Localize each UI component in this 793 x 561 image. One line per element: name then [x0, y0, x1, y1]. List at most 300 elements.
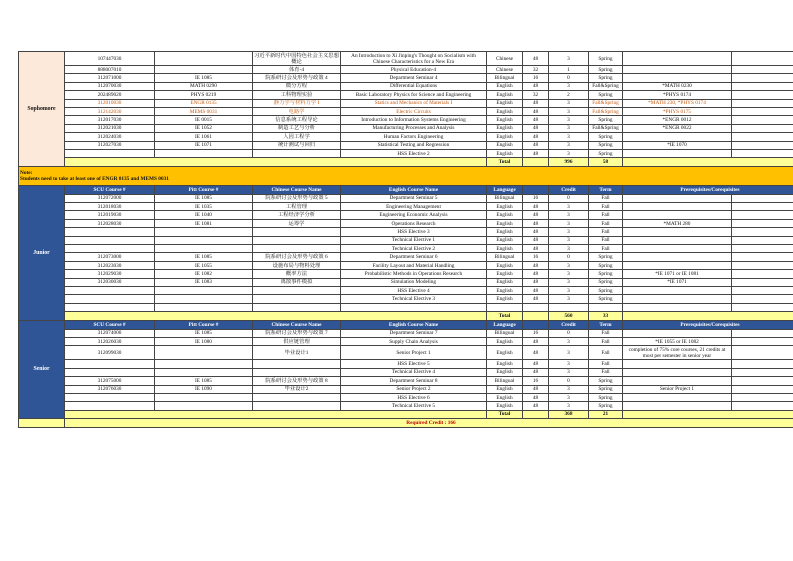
- pitt-course-number: IE 1080: [155, 337, 253, 345]
- course-row: [19, 270, 793, 278]
- course-row: [19, 219, 793, 227]
- course-row: [19, 368, 793, 376]
- hours: 48: [523, 219, 549, 227]
- prerequisites: [623, 261, 732, 269]
- chinese-course-name: [253, 393, 341, 401]
- hours: 48: [523, 236, 549, 244]
- hours: 48: [523, 393, 549, 401]
- language: English: [487, 149, 523, 157]
- prerequisites: [623, 236, 732, 244]
- note-title: Note:: [20, 169, 33, 176]
- language: English: [487, 228, 523, 236]
- course-row: [19, 74, 793, 82]
- note-row: [19, 166, 793, 185]
- chinese-course-name: 离散事件模拟: [253, 278, 341, 286]
- term: Spring: [589, 385, 623, 393]
- language: Bilingual: [487, 74, 523, 82]
- course-row: [19, 141, 793, 149]
- language: English: [487, 203, 523, 211]
- term: Spring: [589, 141, 623, 149]
- english-course-name: Technical Elective 1: [341, 236, 487, 244]
- language: English: [487, 211, 523, 219]
- prerequisites: *IE 1070: [623, 141, 732, 149]
- term: Fall: [589, 245, 623, 253]
- scu-course-number: [65, 295, 155, 303]
- prerequisites: *PHYS 0174: [623, 91, 732, 99]
- prerequisites: *IE 1071: [623, 278, 732, 286]
- hours: [523, 303, 549, 311]
- english-course-name: Senior Project 2: [341, 385, 487, 393]
- hours: 48: [523, 149, 549, 157]
- credit: 3: [549, 116, 589, 124]
- chinese-course-name: 工科物理实验: [253, 91, 341, 99]
- header-scu: SCU Course #: [65, 320, 155, 329]
- scu-course-number: 312024030: [65, 133, 155, 141]
- credit: 3: [549, 141, 589, 149]
- prerequisites: [623, 203, 732, 211]
- credit: 0: [549, 377, 589, 385]
- scu-course-number: 312076030: [65, 385, 155, 393]
- pitt-course-number: ENGR 0135: [155, 99, 253, 107]
- scu-course-number: [65, 368, 155, 376]
- total-spacer: [65, 158, 487, 166]
- hours: 48: [523, 337, 549, 345]
- course-row: [19, 236, 793, 244]
- spare-cell: [732, 194, 793, 202]
- language: English: [487, 91, 523, 99]
- curriculum-body: [19, 52, 793, 428]
- prerequisites: [623, 360, 732, 368]
- term: Spring: [589, 270, 623, 278]
- spare-cell: [732, 52, 793, 66]
- total-hours: 996: [549, 158, 589, 166]
- language: English: [487, 236, 523, 244]
- pitt-course-number: IE 1085: [155, 253, 253, 261]
- scu-course-number: 312010030: [65, 99, 155, 107]
- term: Fall: [589, 194, 623, 202]
- pitt-course-number: [155, 346, 253, 360]
- header-term: Term: [589, 320, 623, 329]
- hours: 16: [523, 377, 549, 385]
- prerequisites: [623, 194, 732, 202]
- hours: 48: [523, 228, 549, 236]
- hours: 48: [523, 133, 549, 141]
- language: English: [487, 133, 523, 141]
- course-row: [19, 194, 793, 202]
- header-prereq: Prerequisites/Corequisites: [623, 185, 793, 194]
- spare-cell: [732, 346, 793, 360]
- pitt-course-number: [155, 228, 253, 236]
- pitt-course-number: IE 0015: [155, 116, 253, 124]
- scu-course-number: [65, 286, 155, 294]
- english-course-name: Introduction to Information Systems Engineering: [341, 116, 487, 124]
- hours: 16: [523, 329, 549, 337]
- term: Fall: [589, 337, 623, 345]
- chinese-course-name: 微分方程: [253, 82, 341, 90]
- pitt-course-number: [155, 149, 253, 157]
- credit: 3: [549, 99, 589, 107]
- header-term: Term: [589, 185, 623, 194]
- term: Fall: [589, 368, 623, 376]
- course-row: [19, 203, 793, 211]
- prerequisites: *IE 1071 or IE 1081: [623, 270, 732, 278]
- total-credit: 33: [589, 312, 623, 320]
- language: English: [487, 278, 523, 286]
- pitt-course-number: [155, 303, 253, 311]
- course-row: [19, 278, 793, 286]
- language: English: [487, 107, 523, 115]
- prerequisites: [623, 393, 732, 401]
- scu-course-number: [65, 245, 155, 253]
- total-spacer: [523, 410, 549, 418]
- language: English: [487, 261, 523, 269]
- credit: 3: [549, 149, 589, 157]
- header-pitt: Pitt Course #: [155, 185, 253, 194]
- term: Fall: [589, 329, 623, 337]
- language: English: [487, 141, 523, 149]
- language: English: [487, 393, 523, 401]
- course-row: [19, 116, 793, 124]
- total-spacer: [623, 158, 793, 166]
- prerequisites: [623, 329, 732, 337]
- total-row: [19, 312, 793, 320]
- language: Bilingual: [487, 329, 523, 337]
- prerequisites: [623, 211, 732, 219]
- scu-course-number: 312027030: [65, 141, 155, 149]
- term: Spring: [589, 278, 623, 286]
- language: English: [487, 385, 523, 393]
- scu-course-number: 312029030: [65, 270, 155, 278]
- scu-course-number: [65, 360, 155, 368]
- required-spacer: [19, 419, 65, 428]
- spare-cell: [732, 149, 793, 157]
- hours: 48: [523, 245, 549, 253]
- english-course-name: Simulation Modeling: [341, 278, 487, 286]
- spare-cell: [732, 278, 793, 286]
- language: English: [487, 124, 523, 132]
- scu-course-number: [65, 236, 155, 244]
- note-cell: [19, 166, 793, 185]
- spare-cell: [732, 337, 793, 345]
- total-spacer: [65, 410, 487, 418]
- pitt-course-number: [155, 286, 253, 294]
- spare-cell: [732, 368, 793, 376]
- total-spacer: [523, 158, 549, 166]
- english-course-name: An Introduction to Xi Jinping's Thought on Socialism with Chinese Characteristics for a New Era: [341, 52, 487, 66]
- hours: 48: [523, 211, 549, 219]
- english-course-name: Department Seminar 6: [341, 253, 487, 261]
- scu-course-number: 312017030: [65, 116, 155, 124]
- pitt-course-number: PHYS 0219: [155, 91, 253, 99]
- spare-cell: [732, 402, 793, 410]
- course-row: [19, 52, 793, 66]
- prerequisites: *IE 1055 or IE 1082: [623, 337, 732, 345]
- section-label: Sophomore: [19, 52, 65, 167]
- spare-cell: [732, 385, 793, 393]
- course-row: [19, 91, 793, 99]
- english-course-name: Facility Layout and Material Handling: [341, 261, 487, 269]
- term: [589, 303, 623, 311]
- scu-course-number: 888007010: [65, 66, 155, 74]
- credit: 3: [549, 124, 589, 132]
- scu-course-number: [65, 303, 155, 311]
- term: Fall: [589, 203, 623, 211]
- scu-course-number: 312018030: [65, 203, 155, 211]
- pitt-course-number: [155, 66, 253, 74]
- hours: 48: [523, 278, 549, 286]
- pitt-course-number: IE 1061: [155, 133, 253, 141]
- language: English: [487, 99, 523, 107]
- spare-cell: [732, 116, 793, 124]
- course-row: [19, 245, 793, 253]
- prerequisites: completion of 75% core courses, 21 credits at most per semester in senior year: [623, 346, 732, 360]
- scu-course-number: [65, 228, 155, 236]
- prerequisites: *ENGR 0022: [623, 124, 732, 132]
- english-course-name: Technical Elective 4: [341, 368, 487, 376]
- scu-course-number: 312026030: [65, 337, 155, 345]
- pitt-course-number: IE 1040: [155, 211, 253, 219]
- scu-course-number: [65, 149, 155, 157]
- english-course-name: Engineering Economic Analysis: [341, 211, 487, 219]
- hours: 48: [523, 261, 549, 269]
- spare-cell: [732, 295, 793, 303]
- english-course-name: Manufacturing Processes and Analysis: [341, 124, 487, 132]
- pitt-course-number: [155, 402, 253, 410]
- chinese-course-name: 毕业设计2: [253, 385, 341, 393]
- header-english: English Course Name: [341, 185, 487, 194]
- spare-cell: [732, 236, 793, 244]
- chinese-course-name: 院系研讨会及形势与政策 7: [253, 329, 341, 337]
- term: Fall&Spring: [589, 107, 623, 115]
- spare-cell: [732, 270, 793, 278]
- hours: 48: [523, 52, 549, 66]
- term: Spring: [589, 402, 623, 410]
- hours: 48: [523, 368, 549, 376]
- pitt-course-number: IE 1071: [155, 141, 253, 149]
- prerequisites: [623, 52, 732, 66]
- scu-course-number: 312030030: [65, 278, 155, 286]
- chinese-course-name: 统计测试与回归: [253, 141, 341, 149]
- course-row: [19, 393, 793, 401]
- english-course-name: Supply Chain Analysis: [341, 337, 487, 345]
- header-english: English Course Name: [341, 320, 487, 329]
- term: Fall&Spring: [589, 99, 623, 107]
- english-course-name: HSS Elective 5: [341, 360, 487, 368]
- total-hours: 368: [549, 410, 589, 418]
- language: English: [487, 116, 523, 124]
- course-row: [19, 385, 793, 393]
- credit: 0: [549, 253, 589, 261]
- course-row: [19, 107, 793, 115]
- chinese-course-name: 院系研讨会及形势与政策 4: [253, 74, 341, 82]
- hours: 48: [523, 385, 549, 393]
- term: Spring: [589, 116, 623, 124]
- spare-cell: [732, 91, 793, 99]
- english-course-name: Department Seminar 7: [341, 329, 487, 337]
- header-chinese: Chinese Course Name: [253, 320, 341, 329]
- chinese-course-name: [253, 228, 341, 236]
- pitt-course-number: IE 1085: [155, 74, 253, 82]
- total-label: Total: [487, 312, 523, 320]
- hours: 48: [523, 295, 549, 303]
- term: Spring: [589, 393, 623, 401]
- chinese-course-name: 工程管理: [253, 203, 341, 211]
- chinese-course-name: [253, 360, 341, 368]
- language: Bilingual: [487, 194, 523, 202]
- chinese-course-name: 人因工程学: [253, 133, 341, 141]
- total-hours: 560: [549, 312, 589, 320]
- course-row: [19, 346, 793, 360]
- hours: 48: [523, 82, 549, 90]
- pitt-course-number: [155, 368, 253, 376]
- prerequisites: [623, 377, 732, 385]
- chinese-course-name: 信息系统工程导论: [253, 116, 341, 124]
- pitt-course-number: IE 1052: [155, 124, 253, 132]
- spare-cell: [732, 228, 793, 236]
- pitt-course-number: IE 1082: [155, 270, 253, 278]
- course-row: [19, 295, 793, 303]
- english-course-name: Technical Elective 5: [341, 402, 487, 410]
- pitt-course-number: IE 1085: [155, 329, 253, 337]
- chinese-course-name: [253, 245, 341, 253]
- scu-course-number: 312072000: [65, 194, 155, 202]
- chinese-course-name: [253, 368, 341, 376]
- chinese-course-name: 静力学与材料力学 I: [253, 99, 341, 107]
- hours: 16: [523, 194, 549, 202]
- term: Fall: [589, 219, 623, 227]
- header-pitt: Pitt Course #: [155, 320, 253, 329]
- language: Bilingual: [487, 377, 523, 385]
- prerequisites: [623, 74, 732, 82]
- pitt-course-number: [155, 393, 253, 401]
- prerequisites: *MATH 280: [623, 219, 732, 227]
- english-course-name: Human Factors Engineering: [341, 133, 487, 141]
- header-language: Language: [487, 320, 523, 329]
- prerequisites: [623, 402, 732, 410]
- english-course-name: Basic Laboratory Physics for Science and Engineering: [341, 91, 487, 99]
- scu-course-number: 312023030: [65, 261, 155, 269]
- term: Spring: [589, 91, 623, 99]
- header-language: Language: [487, 185, 523, 194]
- course-row: [19, 228, 793, 236]
- spare-cell: [732, 141, 793, 149]
- credit: 0: [549, 194, 589, 202]
- spare-cell: [732, 107, 793, 115]
- english-course-name: Senior Project 1: [341, 346, 487, 360]
- credit: 2: [549, 91, 589, 99]
- language: [487, 303, 523, 311]
- chinese-course-name: [253, 236, 341, 244]
- english-course-name: Operations Research: [341, 219, 487, 227]
- prerequisites: *PHYS 0175: [623, 107, 732, 115]
- spare-cell: [732, 261, 793, 269]
- spare-cell: [732, 360, 793, 368]
- total-spacer: [623, 410, 793, 418]
- header-credit: Credit: [549, 320, 589, 329]
- pitt-course-number: IE 1081: [155, 219, 253, 227]
- spare-cell: [732, 133, 793, 141]
- pitt-course-number: IE 1083: [155, 278, 253, 286]
- header-row: [19, 320, 793, 329]
- language: English: [487, 346, 523, 360]
- curriculum-table: [18, 51, 793, 428]
- language: Bilingual: [487, 253, 523, 261]
- curriculum-sheet: [18, 51, 793, 428]
- credit: 3: [549, 368, 589, 376]
- language: Chinese: [487, 66, 523, 74]
- term: Spring: [589, 377, 623, 385]
- chinese-course-name: 院系研讨会及形势与政策 6: [253, 253, 341, 261]
- course-row: [19, 402, 793, 410]
- chinese-course-name: [253, 402, 341, 410]
- prerequisites: Senior Project 1: [623, 385, 732, 393]
- prerequisites: *MATH 230, *PHYS 0174: [623, 99, 732, 107]
- credit: 3: [549, 270, 589, 278]
- course-row: [19, 149, 793, 157]
- total-spacer: [523, 312, 549, 320]
- language: English: [487, 270, 523, 278]
- spare-cell: [732, 74, 793, 82]
- hours: 48: [523, 99, 549, 107]
- language: English: [487, 219, 523, 227]
- english-course-name: Statics and Mechanics of Materials I: [341, 99, 487, 107]
- language: English: [487, 286, 523, 294]
- course-row: [19, 124, 793, 132]
- credit: 3: [549, 82, 589, 90]
- spare-cell: [732, 82, 793, 90]
- english-course-name: Electric Circuits: [341, 107, 487, 115]
- hours: 16: [523, 74, 549, 82]
- credit: 3: [549, 245, 589, 253]
- prerequisites: [623, 228, 732, 236]
- prerequisites: [623, 368, 732, 376]
- required-credit-row: [19, 419, 793, 428]
- term: Fall: [589, 228, 623, 236]
- credit: 3: [549, 360, 589, 368]
- spare-cell: [732, 219, 793, 227]
- hours: 48: [523, 360, 549, 368]
- pitt-course-number: [155, 360, 253, 368]
- term: Fall: [589, 346, 623, 360]
- total-row: [19, 410, 793, 418]
- term: Fall: [589, 236, 623, 244]
- english-course-name: Probabilistic Methods in Operations Research: [341, 270, 487, 278]
- section-label: Senior: [19, 320, 65, 419]
- course-row: [19, 211, 793, 219]
- chinese-course-name: 电路学: [253, 107, 341, 115]
- course-row: [19, 337, 793, 345]
- spare-cell: [732, 377, 793, 385]
- language: English: [487, 360, 523, 368]
- hours: 48: [523, 124, 549, 132]
- term: Fall: [589, 360, 623, 368]
- prerequisites: [623, 133, 732, 141]
- pitt-course-number: [155, 52, 253, 66]
- chinese-course-name: 工程经济学分析: [253, 211, 341, 219]
- spare-cell: [732, 303, 793, 311]
- credit: 3: [549, 346, 589, 360]
- english-course-name: HSS Elective 6: [341, 393, 487, 401]
- hours: 48: [523, 402, 549, 410]
- pitt-course-number: MEMS 0031: [155, 107, 253, 115]
- total-label: Total: [487, 410, 523, 418]
- credit: 3: [549, 52, 589, 66]
- credit: 0: [549, 74, 589, 82]
- course-row: [19, 66, 793, 74]
- prerequisites: [623, 245, 732, 253]
- spare-cell: [732, 203, 793, 211]
- term: Spring: [589, 149, 623, 157]
